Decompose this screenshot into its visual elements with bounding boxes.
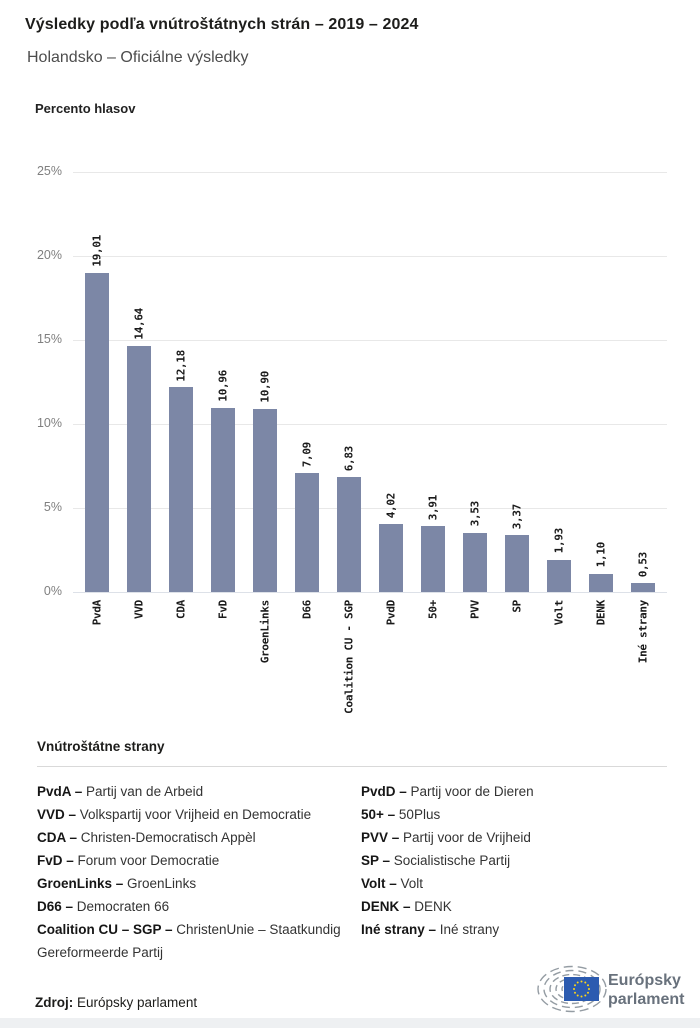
gridline (73, 508, 667, 509)
source-value: Európsky parlament (77, 995, 198, 1010)
bar-Volt (547, 560, 571, 592)
legend-entry-abbr: 50+ – (361, 807, 399, 822)
legend-entry-abbr: D66 – (37, 899, 77, 914)
bar-value-label: 7,09 (300, 441, 314, 467)
bar-value-label: 3,37 (510, 504, 524, 530)
legend-entry (37, 895, 355, 918)
legend-entry-abbr: FvD – (37, 853, 78, 868)
legend-entry (37, 826, 355, 849)
legend-entry-name: Partij voor de Dieren (410, 784, 534, 799)
gridline (73, 340, 667, 341)
legend-entry (361, 780, 679, 803)
x-axis-label: VVD (132, 600, 146, 619)
bar-value-label: 3,91 (426, 495, 440, 521)
logo-text-line1: Európsky (608, 972, 681, 989)
legend-entry (361, 803, 679, 826)
y-axis-tick: 0% (43, 584, 62, 598)
legend-entry-name: ChristenUnie – Staatkundig Gereformeerde Partij (37, 922, 341, 960)
y-axis-tick: 20% (36, 248, 62, 262)
bar-PvdA (85, 273, 109, 592)
x-axis-label: D66 (300, 600, 314, 619)
bar-value-label: 19,01 (90, 235, 104, 267)
european-parliament-logo (528, 962, 686, 1018)
gridline (73, 172, 667, 173)
legend-entry-abbr: GroenLinks – (37, 876, 128, 891)
legend-entry (361, 895, 679, 918)
legend-entry-abbr: PvdA – (37, 784, 87, 799)
y-axis-tick: 10% (36, 416, 62, 430)
legend-entry-name: DENK (414, 899, 452, 914)
bar-value-label: 10,96 (216, 370, 230, 402)
legend-entry (361, 826, 679, 849)
plot-area (73, 172, 667, 714)
x-axis-label: Coalition CU - SGP (342, 600, 356, 714)
legend-entry (37, 918, 355, 964)
x-axis-label: PvdD (384, 600, 398, 626)
x-axis-label: Iné strany (636, 600, 650, 664)
legend-entry (37, 849, 355, 872)
bar-FvD (211, 408, 235, 592)
x-axis-label: 50+ (426, 600, 440, 619)
bar-PvdD (379, 524, 403, 592)
x-axis-label: PvdA (90, 600, 104, 626)
legend-divider (37, 766, 667, 767)
legend-entry-name: Volt (400, 876, 424, 891)
bottom-strip (0, 1018, 700, 1028)
bar-SP (505, 535, 529, 592)
y-axis-title: Percento hlasov (35, 101, 136, 116)
legend-entry-abbr: CDA – (37, 830, 81, 845)
y-axis-tick: 15% (36, 332, 62, 346)
bar-value-label: 12,18 (174, 349, 188, 382)
y-axis-tick: 5% (43, 500, 62, 514)
legend-entry-abbr: VVD – (37, 807, 80, 822)
legend-entry-abbr: Volt – (361, 876, 401, 891)
x-axis-label: PVV (468, 600, 482, 619)
bar-value-label: 0,53 (636, 551, 650, 578)
source-line (35, 995, 197, 1010)
legend-heading: Vnútroštátne strany (37, 739, 165, 754)
bar-D66 (295, 473, 319, 592)
x-axis-label: Volt (552, 600, 566, 626)
bar-value-label: 10,90 (258, 371, 272, 403)
page-subtitle: Holandsko – Oficiálne výsledky (27, 49, 249, 66)
eu-flag-icon (564, 977, 599, 1001)
legend-entry-abbr: DENK – (361, 899, 415, 914)
legend-entry-abbr: Coalition CU – SGP – (37, 922, 177, 937)
legend-entry-name: Partij van de Arbeid (86, 784, 204, 799)
y-axis-tick: 25% (36, 164, 62, 178)
legend-entry-name: Volkspartij voor Vrijheid en Democratie (79, 807, 312, 822)
bar-chart (0, 150, 700, 728)
legend-entry (37, 780, 355, 803)
legend-entry-name: 50Plus (398, 807, 441, 822)
bar-value-label: 4,02 (384, 493, 398, 519)
legend-entry (37, 803, 355, 826)
legend-entry (361, 849, 679, 872)
bar-value-label: 1,10 (594, 542, 608, 568)
bar-Coalition CU - SGP (337, 477, 361, 592)
bar-value-label: 3,53 (468, 501, 482, 527)
x-axis-label: CDA (174, 600, 188, 619)
legend-column (37, 780, 355, 964)
bar-GroenLinks (253, 409, 277, 592)
legend-entry-abbr: PVV – (361, 830, 404, 845)
x-axis-label: GroenLinks (258, 600, 272, 664)
legend-entry-name: Democraten 66 (76, 899, 170, 914)
legend-entry-name: Christen-Democratisch Appèl (80, 830, 256, 845)
gridline (73, 592, 667, 593)
page-title: Výsledky podľa vnútroštátnych strán – 2019 – 2024 (25, 16, 419, 33)
legend-entry (37, 872, 355, 895)
bar-CDA (169, 387, 193, 592)
legend-column (361, 780, 679, 941)
legend-entry-name: Socialistische Partij (393, 853, 511, 868)
bar-value-label: 1,93 (552, 528, 566, 554)
gridline (73, 256, 667, 257)
source-label: Zdroj: (35, 995, 74, 1010)
legend-entry (361, 918, 679, 941)
bar-PVV (463, 533, 487, 592)
x-axis-label: SP (510, 600, 524, 613)
legend-entry-name: Partij voor de Vrijheid (403, 830, 531, 845)
legend-entry-abbr: PvdD – (361, 784, 411, 799)
bar-50+ (421, 526, 445, 592)
legend-entry (361, 872, 679, 895)
legend-entry-name: GroenLinks (127, 876, 197, 891)
x-axis-label: DENK (594, 600, 608, 626)
legend-entry-abbr: SP – (361, 853, 394, 868)
bar-value-label: 6,83 (342, 445, 356, 472)
x-axis-label: FvD (216, 600, 230, 619)
bar-DENK (589, 574, 613, 592)
logo-text-line2: parlament (608, 991, 685, 1008)
bar-value-label: 14,64 (132, 308, 146, 341)
bar-VVD (127, 346, 151, 592)
gridline (73, 424, 667, 425)
legend-entry-name: Iné strany (439, 922, 500, 937)
legend-entry-name: Forum voor Democratie (77, 853, 220, 868)
bar-Iné strany (631, 583, 655, 592)
legend-entry-abbr: Iné strany – (361, 922, 440, 937)
